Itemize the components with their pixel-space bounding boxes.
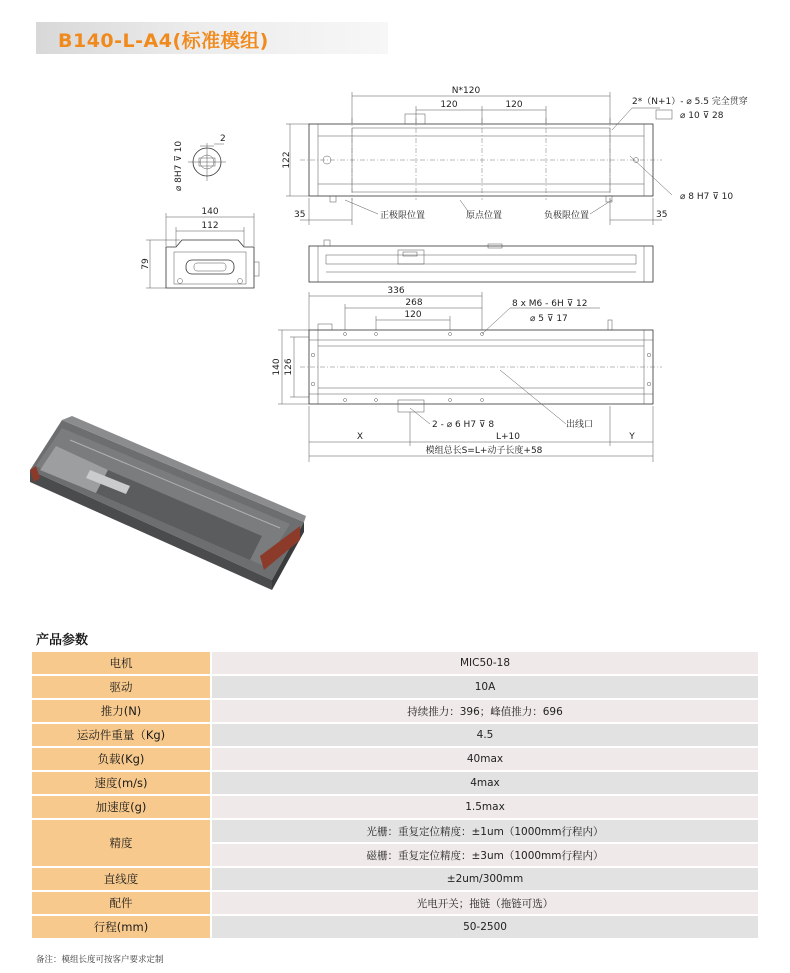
bottom-view (272, 286, 662, 462)
param-label: 驱动 (32, 676, 212, 698)
end-view (141, 207, 259, 288)
table-row (32, 676, 758, 698)
pin-note-bot: 2 - ⌀ 6 H7 ⊽ 8 (432, 420, 495, 430)
param-value: 光电开关；拖链（拖链可选） (212, 892, 758, 914)
param-label: 行程(mm) (32, 916, 212, 938)
dim-112-end: 112 (201, 221, 219, 231)
param-value: 持续推力：396；峰值推力：696 (212, 700, 758, 722)
dim-2: 2 (220, 134, 226, 144)
dim-total-length: 模组总长S=L+动子长度+58 (425, 446, 543, 456)
dim-35-right: 35 (656, 210, 668, 220)
dim-n120: N*120 (451, 86, 481, 96)
param-label: 速度(m/s) (32, 772, 212, 794)
param-label: 精度 (32, 820, 212, 866)
table-row (32, 772, 758, 794)
param-value: 4max (212, 772, 758, 794)
dim-79-end: 79 (141, 258, 151, 270)
dim-120-bot: 120 (404, 310, 422, 320)
table-row (32, 868, 758, 890)
param-label: 推力(N) (32, 700, 212, 722)
dim-120-a: 120 (440, 100, 458, 110)
param-value: 光栅：重复定位精度：±1um（1000mm行程内） (212, 820, 758, 842)
table-row (32, 748, 758, 770)
m6-note-2: ⌀ 5 ⊽ 17 (530, 314, 568, 324)
dim-122: 122 (282, 151, 292, 169)
param-value: 10A (212, 676, 758, 698)
hole-note-2: ⌀ 10 ⊽ 28 (680, 111, 724, 121)
label-neg-limit: 负极限位置 (544, 211, 590, 221)
table-row (32, 724, 758, 746)
param-label: 电机 (32, 652, 212, 674)
param-value: 4.5 (212, 724, 758, 746)
dim-140-bot: 140 (272, 358, 282, 376)
dim-336: 336 (387, 286, 405, 296)
table-row (32, 796, 758, 818)
param-value: 磁栅：重复定位精度：±3um（1000mm行程内） (212, 844, 758, 866)
label-pos-limit: 正极限位置 (380, 211, 426, 221)
dim-35-left: 35 (294, 210, 306, 220)
label-origin: 原点位置 (466, 211, 503, 221)
section-title: 产品参数 (36, 633, 89, 648)
table-row (32, 892, 758, 914)
param-value: MIC50-18 (212, 652, 758, 674)
outlet-label: 出线口 (566, 420, 594, 430)
dim-268: 268 (405, 298, 423, 308)
dim-y: Y (629, 432, 635, 442)
table-row (32, 652, 758, 674)
param-label: 负载(Kg) (32, 748, 212, 770)
param-label: 运动件重量（Kg) (32, 724, 212, 746)
param-value: 40max (212, 748, 758, 770)
m6-note: 8 x M6 - 6H ⊽ 12 (512, 299, 588, 309)
product-3d-image (30, 416, 306, 590)
table-row (32, 820, 758, 842)
hole-note-1: 2*（N+1）- ⌀ 5.5 完全贯穿 (632, 97, 748, 107)
front-view (309, 240, 653, 282)
param-value: 1.5max (212, 796, 758, 818)
table-row (32, 916, 758, 938)
page-title: B140-L-A4(标准模组) (58, 30, 269, 52)
param-label: 配件 (32, 892, 212, 914)
params-table (32, 650, 758, 940)
param-label: 加速度(g) (32, 796, 212, 818)
dim-l10: L+10 (495, 432, 521, 442)
param-value: ±2um/300mm (212, 868, 758, 890)
param-label: 直线度 (32, 868, 212, 890)
param-value: 50-2500 (212, 916, 758, 938)
pin-note-top: ⌀ 8 H7 ⊽ 10 (680, 192, 734, 202)
table-row (32, 700, 758, 722)
top-view (282, 86, 748, 225)
dim-126-bot: 126 (284, 358, 294, 376)
dim-120-b: 120 (505, 100, 523, 110)
dim-140-end: 140 (201, 207, 219, 217)
pin-note-side: ⌀ 8H7 ⊽ 10 (174, 140, 184, 192)
dim-x: X (356, 432, 364, 442)
pin-detail-view (174, 134, 226, 191)
footer-note: 备注：模组长度可按客户要求定制 (36, 955, 164, 965)
